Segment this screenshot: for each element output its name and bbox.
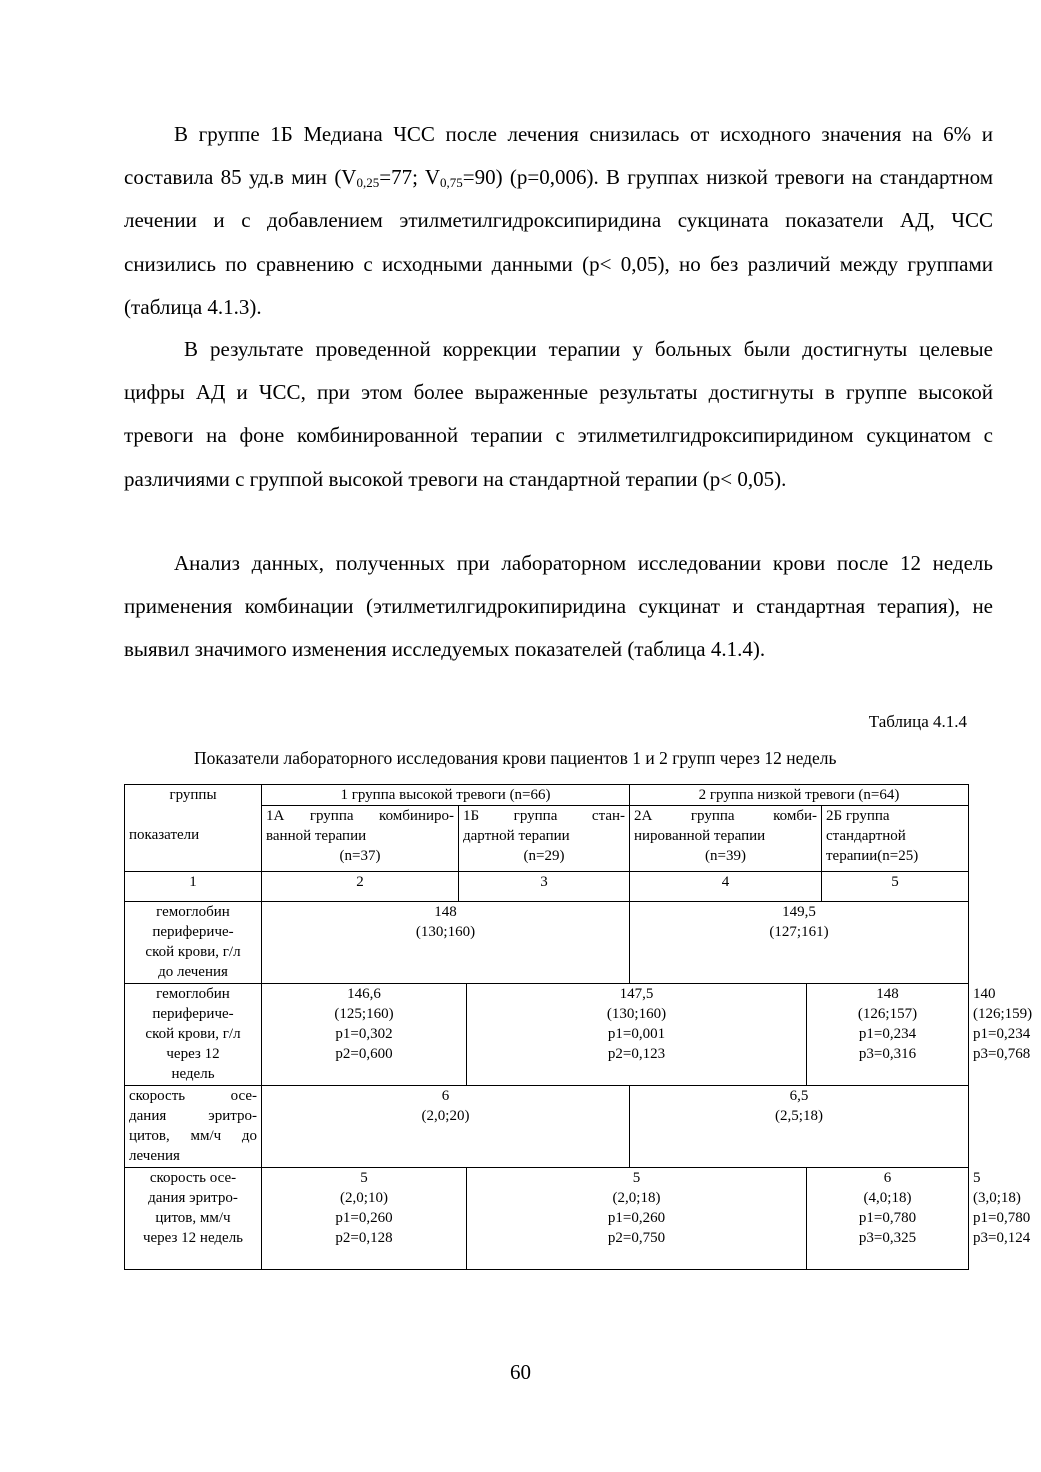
row-label-line: ской крови, г/л (145, 1026, 241, 1042)
row-label-line: скорость осе- (129, 1088, 257, 1104)
median-value: 6 (883, 1170, 892, 1186)
paragraph-3-text: Анализ данных, полученных при лабораторном исследовании крови после 12 недель применения комбинации (этилметилгидрокипиридина сукцинат и стандартная терапия), не выявил значимого изменения исследуемых показателей (таблица 4.1.4). (124, 551, 993, 662)
column-number-5: 5 (822, 872, 969, 902)
quartile-range: (130;160) (415, 924, 476, 940)
paragraph-2 (124, 328, 993, 501)
row-label-line: периферичe- (152, 1006, 234, 1022)
row-label-line: цитов, мм/ч до (129, 1128, 257, 1144)
p-value: p2=0,128 (335, 1230, 393, 1246)
p-value: p2=0,750 (607, 1230, 666, 1246)
quartile-range: (125;160) (334, 1006, 394, 1022)
table-row: гемоглобин периферичe- ской крови, г/л через 12 недель 146,6 (125;160) p1=0,302 p2=0,600 147,5 (130;160) p1=0,001 p2=0,123 148 (126;157) p1=0,234 p3=0,316 140 (126;159) p1=0,234 p3=0,768 (125, 984, 969, 1086)
row-label-line: лечения (129, 1148, 180, 1164)
table-header-row-1 (125, 785, 969, 806)
hemoglobin-before-group2 (630, 902, 969, 984)
median-value: 146,6 (347, 986, 381, 1002)
row-label-hemoglobin-before (125, 902, 262, 984)
row-label-line: до лечения (158, 964, 228, 980)
group1-header: 1 группа высокой тревоги (n=66) (262, 785, 630, 806)
quartile-range: (2,0;10) (340, 1190, 388, 1206)
paragraph-3 (124, 542, 993, 672)
p-value: p2=0,600 (335, 1046, 393, 1062)
subgroup-1a-line1: 1А группа комбиниро- (266, 808, 454, 824)
row-label-hemoglobin-after (125, 984, 262, 1086)
quartile-range: (4,0;18) (863, 1190, 912, 1206)
p-value: p1=0,001 (607, 1026, 666, 1042)
p-value: p1=0,260 (607, 1210, 666, 1226)
p-value: p2=0,123 (607, 1046, 666, 1062)
column-number-1: 1 (125, 872, 262, 902)
subgroup-2a-line2: нированной терапии (634, 828, 766, 844)
median-value: 148 (876, 986, 899, 1002)
row-label-line: ской крови, г/л (145, 944, 241, 960)
p-value: p1=0,302 (335, 1026, 393, 1042)
hemoglobin-before-group1 (262, 902, 630, 984)
row-label-line: цитов, мм/ч (155, 1210, 231, 1226)
quartile-range: (2,0;18) (612, 1190, 661, 1206)
subgroup-2a-header (630, 806, 822, 872)
subgroup-2b-header (822, 806, 969, 872)
row-label-esr-before (125, 1086, 262, 1168)
table-row (125, 902, 969, 984)
quartile-range: (130;160) (606, 1006, 667, 1022)
subgroup-2a-n: (n=39) (705, 848, 746, 864)
esr-after-1a (262, 1168, 467, 1270)
row-label-line: дания эритро- (148, 1190, 238, 1206)
subgroup-1a-line2: ванной терапии (266, 828, 367, 844)
row-label-line: скорость осе- (149, 1170, 237, 1186)
median-value: 147,5 (619, 986, 654, 1002)
median-value: 5 (360, 1170, 368, 1186)
corner-groups-label: группы (169, 787, 217, 803)
paragraph-1 (124, 113, 993, 329)
column-number-2: 2 (262, 872, 459, 902)
hemoglobin-after-1a (262, 984, 467, 1086)
row-label-line: периферичe- (152, 924, 234, 940)
esr-before-group1 (262, 1086, 630, 1168)
row-label-line: гемоглобин (156, 904, 230, 920)
paragraph-2-text: В результате проведенной коррекции терапии у больных были достигнуты целевые цифры АД и ЧСС, при этом более выраженные результаты достигнуты в группе высокой тревоги на фоне комбинированной терапии с этилметилгидроксипиридином сукцинатом с различиями с группой высокой тревоги на стандартной терапии (p< 0,05). (124, 337, 993, 491)
column-number-3: 3 (459, 872, 630, 902)
subgroup-1b-header (459, 806, 630, 872)
hemoglobin-after-2a (807, 984, 969, 1086)
subscript-v025: 0,25 (356, 175, 380, 191)
column-number-row (125, 872, 969, 902)
paragraph-1-text-b: =77; V (379, 165, 440, 190)
hemoglobin-after-1b (467, 984, 807, 1086)
esr-after-1b (467, 1168, 807, 1270)
median-value: 5 (632, 1170, 641, 1186)
subgroup-2b-n: терапии(n=25) (826, 848, 919, 864)
row-label-line: гемоглобин (156, 986, 230, 1002)
subscript-v075: 0,75 (440, 175, 463, 191)
median-value: 6 (441, 1088, 450, 1104)
p-value: p1=0,780 (858, 1210, 917, 1226)
quartile-range: (2,0;20) (421, 1108, 470, 1124)
table-caption: Показатели лабораторного исследования крови пациентов 1 и 2 групп через 12 недель (194, 748, 837, 768)
paragraph-1-text-c: =90) (p=0,006). В группах низкой тревоги на стандартном лечении и с добавлением этилметилгидроксипиридина сукцината показатели АД, ЧСС снизились по сравнению с исходными данными (p< 0,05), но без различий между группами (таблица 4.1.3). (124, 165, 994, 319)
p-value: p3=0,325 (858, 1230, 917, 1246)
page-number: 60 (510, 1360, 531, 1384)
corner-indicators-label: показатели (129, 827, 200, 843)
subgroup-2a-line1: 2А группа комби- (634, 808, 817, 824)
table-number: Таблица 4.1.4 (868, 712, 967, 731)
group2-header: 2 группа низкой тревоги (n=64) (630, 785, 969, 806)
subgroup-1a-header (262, 806, 459, 872)
row-label-line: через 12 недель (142, 1230, 244, 1246)
median-value: 148 (434, 904, 457, 920)
row-label-line: через 12 (166, 1046, 220, 1062)
row-label-line: дания эритро- (129, 1108, 257, 1124)
p-value: p3=0,316 (858, 1046, 917, 1062)
subgroup-2b-line2: стандартной (826, 828, 906, 844)
row-label-esr-after (125, 1168, 262, 1270)
quartile-range: (127;161) (769, 924, 829, 940)
lab-results-table (124, 784, 1033, 1270)
p-value: p1=0,260 (335, 1210, 393, 1226)
esr-before-group2 (630, 1086, 969, 1168)
subgroup-1a-n: (n=37) (339, 848, 381, 864)
median-value: 6,5 (789, 1088, 809, 1104)
subgroup-1b-n: (n=29) (523, 848, 565, 864)
paragraph-1-text-a: В группе 1Б Медиана ЧСС после лечения снизилась от исходного значения на 6% и составила 85 уд.в мин (V (124, 122, 993, 190)
subgroup-1b-line1: 1Б группа стан- (463, 808, 625, 824)
quartile-range: (2,5;18) (775, 1108, 823, 1124)
subgroup-1b-line2: дартной терапии (463, 828, 570, 844)
esr-after-2a (807, 1168, 969, 1270)
table-row: скорость осе- дания эритро- цитов, мм/ч через 12 недель 5 (2,0;10) p1=0,260 p2=0,128 5 (2,0;18) p1=0,260 p2=0,750 6 (4,0;18) p1=0,780 p3=0,325 5 (3,0;18) p1=0,780 p3=0,124 (125, 1168, 969, 1270)
p-value: p1=0,234 (858, 1026, 917, 1042)
row-label-line: недель (171, 1066, 215, 1082)
column-number-4: 4 (630, 872, 822, 902)
table-row (125, 1086, 969, 1168)
corner-header-cell (125, 785, 262, 872)
median-value: 149,5 (782, 904, 816, 920)
subgroup-2b-line1: 2Б группа (826, 808, 890, 824)
quartile-range: (126;157) (857, 1006, 918, 1022)
